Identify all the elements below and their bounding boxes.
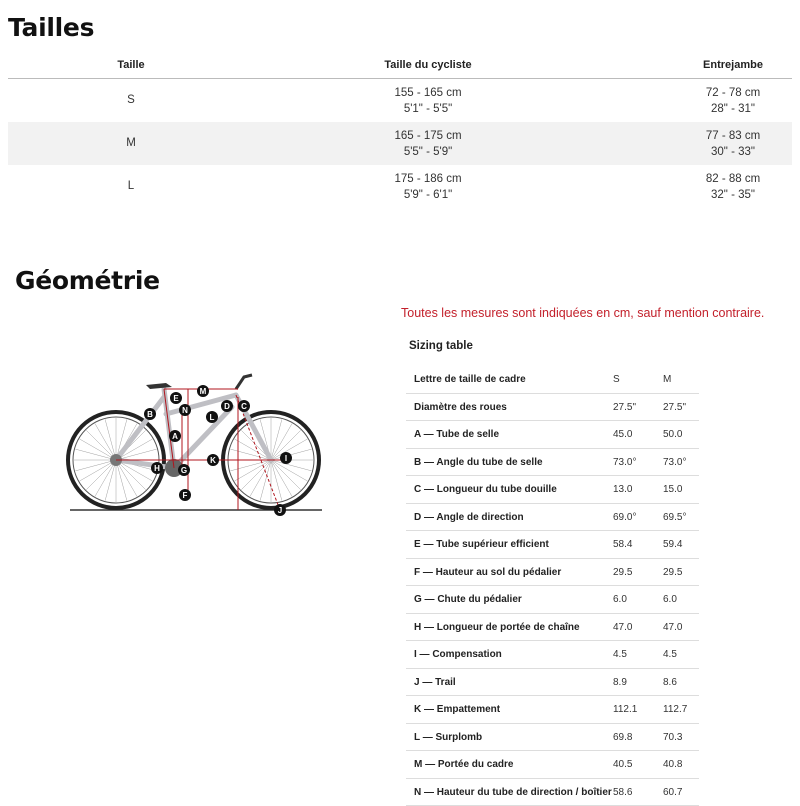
value-size-m: 60.7 (663, 787, 682, 798)
svg-text:J: J (278, 506, 282, 515)
svg-text:E: E (173, 394, 179, 403)
svg-text:G: G (181, 466, 187, 475)
measure-label: M — Portée du cadre (414, 759, 513, 770)
rider-cell: 155 - 165 cm 5'1" - 5'5" (328, 85, 528, 117)
value-size-s: 69.8 (613, 732, 632, 743)
bike-geometry-diagram (66, 367, 326, 519)
table-row (8, 122, 792, 165)
table-row (406, 559, 699, 587)
table-row (406, 366, 699, 394)
svg-text:H: H (154, 464, 160, 473)
geometry-title: Géométrie (15, 266, 160, 295)
marker-i (280, 452, 292, 464)
value-size-m: 69.5° (663, 512, 686, 523)
measure-label: L — Surplomb (414, 732, 482, 743)
header-inseam: Entrejambe (658, 59, 800, 71)
marker-n (179, 404, 191, 416)
svg-text:D: D (224, 402, 230, 411)
value-size-m: 15.0 (663, 484, 682, 495)
size-cell: S (8, 94, 254, 106)
header-size: Taille (8, 59, 254, 71)
value-size-s: 27.5" (613, 402, 636, 413)
table-row (406, 696, 699, 724)
marker-b (144, 408, 156, 420)
measure-label: I — Compensation (414, 649, 502, 660)
marker-e (170, 392, 182, 404)
table-row (406, 449, 699, 477)
measure-label: F — Hauteur au sol du pédalier (414, 567, 561, 578)
value-size-m: 59.4 (663, 539, 682, 550)
header-rider-height: Taille du cycliste (328, 59, 528, 71)
sizing-table-title: Sizing table (409, 340, 473, 352)
units-note: Toutes les mesures sont indiquées en cm, sauf mention contraire. (401, 306, 764, 320)
value-size-s: 69.0° (613, 512, 636, 523)
value-size-s: 58.6 (613, 787, 632, 798)
value-size-m: 8.6 (663, 677, 677, 688)
table-row (8, 79, 792, 122)
rider-cell: 175 - 186 cm 5'9" - 6'1" (328, 171, 528, 203)
measure-label: Diamètre des roues (414, 402, 507, 413)
saddle-icon (146, 383, 172, 389)
svg-text:I: I (285, 454, 287, 463)
value-size-m: M (663, 374, 671, 385)
value-size-s: 4.5 (613, 649, 627, 660)
measure-label: N — Hauteur du tube de direction / boîtier (414, 787, 612, 798)
sizes-header (8, 52, 792, 79)
table-row (406, 586, 699, 614)
table-row (406, 504, 699, 532)
measure-label: C — Longueur du tube douille (414, 484, 557, 495)
table-row (8, 165, 792, 208)
table-row (406, 751, 699, 779)
marker-m (197, 385, 209, 397)
size-cell: L (8, 180, 254, 192)
value-size-s: 45.0 (613, 429, 632, 440)
measure-label: Lettre de taille de cadre (414, 374, 526, 385)
value-size-s: 58.4 (613, 539, 632, 550)
value-size-m: 73.0° (663, 457, 686, 468)
handlebar-icon (236, 375, 252, 389)
value-size-m: 40.8 (663, 759, 682, 770)
value-size-m: 6.0 (663, 594, 677, 605)
value-size-m: 29.5 (663, 567, 682, 578)
value-size-s: 112.1 (613, 704, 637, 715)
marker-d (221, 400, 233, 412)
marker-k (207, 454, 219, 466)
svg-text:C: C (241, 402, 247, 411)
marker-f (179, 489, 191, 501)
table-row (406, 724, 699, 752)
geometry-table (406, 366, 699, 806)
marker-h (151, 462, 163, 474)
marker-g (178, 464, 190, 476)
size-cell: M (8, 137, 254, 149)
measure-label: B — Angle du tube de selle (414, 457, 543, 468)
svg-text:N: N (182, 406, 188, 415)
value-size-m: 70.3 (663, 732, 682, 743)
inseam-cell: 82 - 88 cm 32" - 35" (658, 171, 800, 203)
table-row (406, 641, 699, 669)
sizes-title: Tailles (8, 13, 94, 42)
value-size-s: S (613, 374, 620, 385)
svg-text:B: B (147, 410, 153, 419)
rider-cell: 165 - 175 cm 5'5" - 5'9" (328, 128, 528, 160)
inseam-cell: 72 - 78 cm 28" - 31" (658, 85, 800, 117)
measure-label: D — Angle de direction (414, 512, 524, 523)
table-row (406, 476, 699, 504)
value-size-m: 4.5 (663, 649, 677, 660)
svg-text:L: L (210, 413, 215, 422)
marker-c (238, 400, 250, 412)
inseam-cell: 77 - 83 cm 30" - 33" (658, 128, 800, 160)
measure-label: J — Trail (414, 677, 456, 688)
bike-frame (116, 389, 271, 468)
table-row (406, 779, 699, 806)
sizes-table (8, 52, 792, 208)
table-row (406, 669, 699, 697)
value-size-m: 112.7 (663, 704, 687, 715)
measure-label: K — Empattement (414, 704, 500, 715)
measure-label: E — Tube supérieur efficient (414, 539, 549, 550)
svg-text:A: A (172, 432, 178, 441)
value-size-s: 13.0 (613, 484, 632, 495)
svg-text:F: F (183, 491, 188, 500)
svg-text:M: M (200, 387, 207, 396)
measure-label: G — Chute du pédalier (414, 594, 522, 605)
measure-lines (116, 389, 288, 510)
value-size-s: 6.0 (613, 594, 627, 605)
table-row (406, 614, 699, 642)
marker-j (274, 504, 286, 516)
marker-a (169, 430, 181, 442)
marker-l (206, 411, 218, 423)
value-size-s: 47.0 (613, 622, 632, 633)
svg-text:K: K (210, 456, 216, 465)
value-size-m: 27.5" (663, 402, 686, 413)
value-size-s: 8.9 (613, 677, 627, 688)
table-row (406, 421, 699, 449)
table-row (406, 394, 699, 422)
measure-label: H — Longueur de portée de chaîne (414, 622, 580, 633)
value-size-s: 73.0° (613, 457, 636, 468)
measure-label: A — Tube de selle (414, 429, 499, 440)
value-size-s: 40.5 (613, 759, 632, 770)
table-row (406, 531, 699, 559)
value-size-m: 50.0 (663, 429, 682, 440)
value-size-s: 29.5 (613, 567, 632, 578)
value-size-m: 47.0 (663, 622, 682, 633)
